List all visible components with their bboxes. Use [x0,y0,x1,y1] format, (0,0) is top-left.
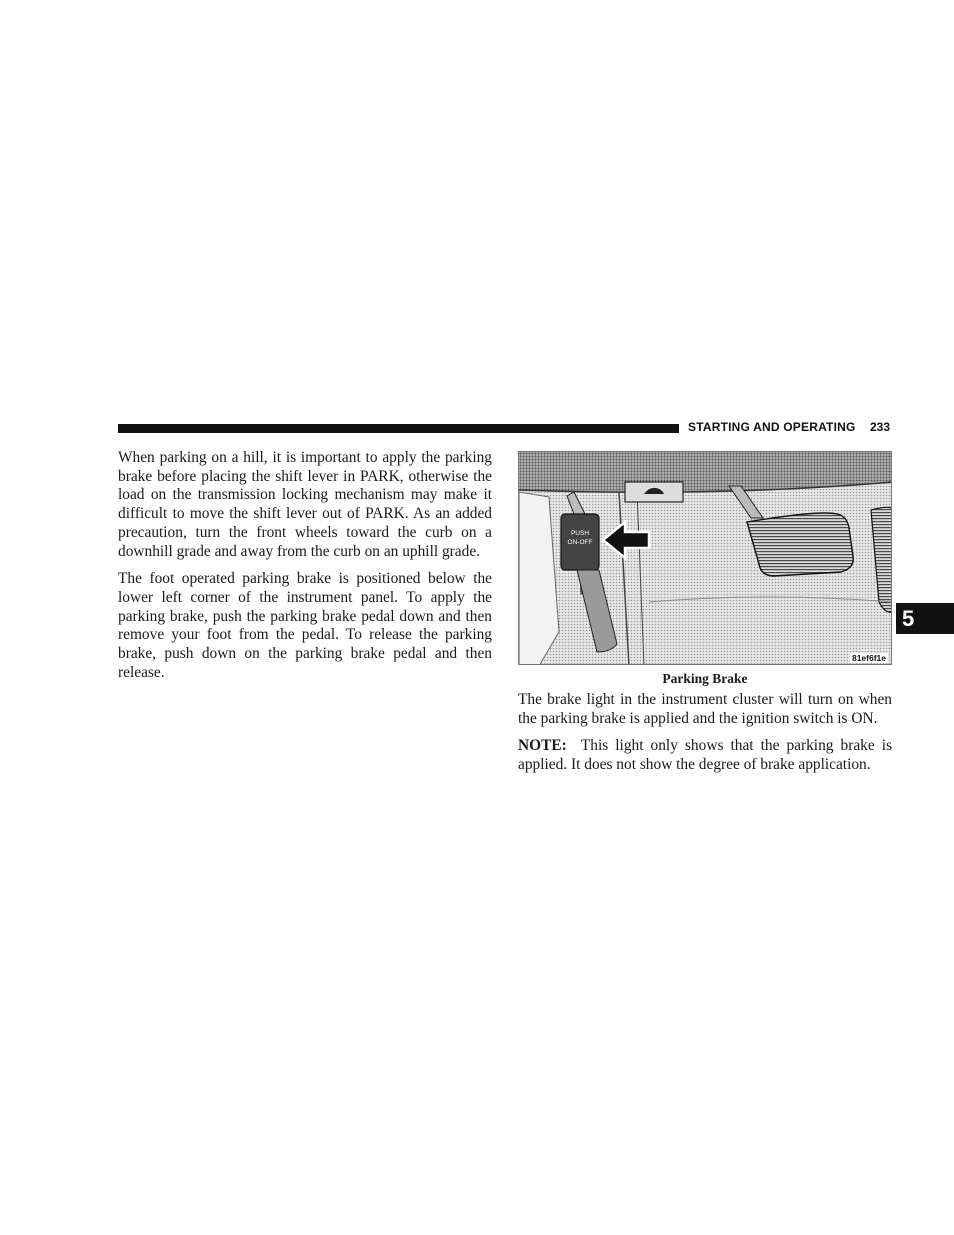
page-number: 233 [870,420,891,434]
right-column [518,691,892,784]
paragraph-parking-on-hill: When parking on a hill, it is important to apply the parking brake before placing the shift lever in PARK, otherwise the load on the transmission locking mechanism may make it difficult to move the shift lever out of PARK. As an added precaution, turn the front wheels toward the curb on a downhill grade and away from the curb on an uphill grade. [118,449,492,560]
header-rule [118,424,679,433]
left-column [118,449,492,691]
chapter-number: 5 [902,606,915,631]
figure-caption: Parking Brake [662,671,748,686]
figure-image-code: 81ef6f1e [851,653,886,663]
running-header-title: STARTING AND OPERATING [688,420,856,434]
pedal-label-on-off: ON-OFF [567,539,593,546]
note-label: NOTE: [518,737,567,755]
note-paragraph [518,737,892,774]
chapter-tab [896,603,954,634]
note-text: This light only shows that the parking brake is applied. It does not show the degree of brake application. [518,737,893,774]
parking-brake-illustration [518,451,892,665]
paragraph-brake-light: The brake light in the instrument cluster will turn on when the parking brake is applied and the ignition switch is ON. [518,691,892,727]
paragraph-foot-operated-brake: The foot operated parking brake is positioned below the lower left corner of the instrument panel. To apply the parking brake, push the parking brake pedal down and then remove your foot from the pedal. To release the parking brake, push down on the parking brake pedal and then release. [118,570,492,681]
pedal-label-push: PUSH [570,530,590,537]
